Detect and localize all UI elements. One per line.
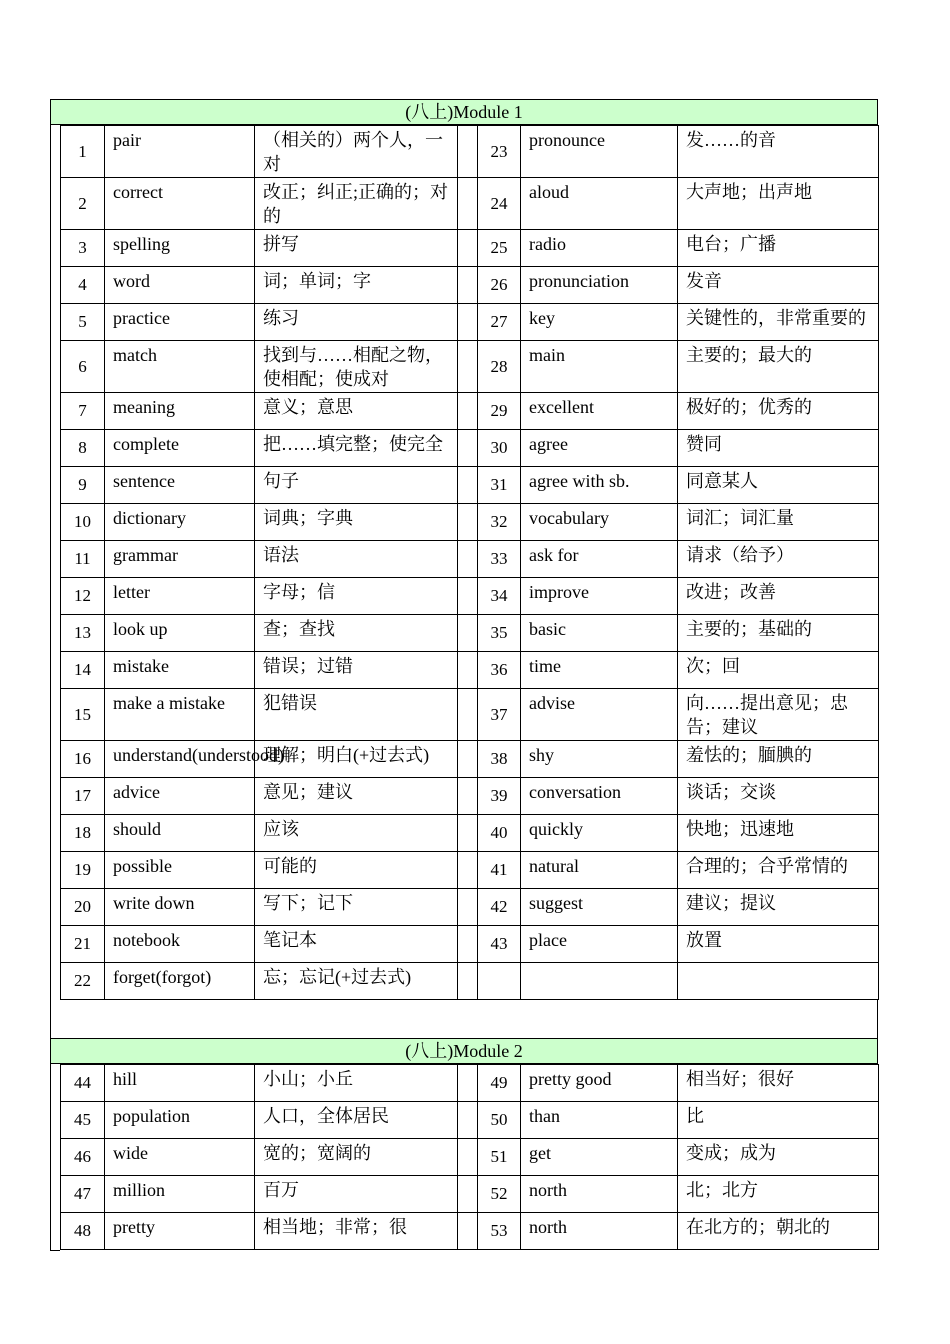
entry-word: time: [521, 652, 678, 689]
entry-number: 28: [478, 341, 521, 393]
entry-number: 15: [61, 689, 105, 741]
entry-number: 3: [61, 230, 105, 267]
entry-meaning: 赞同: [678, 430, 879, 467]
entry-number: 32: [478, 504, 521, 541]
spacer-cell: [458, 430, 478, 467]
spacer-cell: [458, 741, 478, 778]
entry-number: 29: [478, 393, 521, 430]
entry-number: 53: [478, 1213, 521, 1250]
table-row: [61, 430, 879, 467]
table-row: [61, 689, 879, 741]
spacer-cell: [458, 615, 478, 652]
entry-word: letter: [105, 578, 255, 615]
table-row: [61, 815, 879, 852]
entry-number: 20: [61, 889, 105, 926]
entry-number: 8: [61, 430, 105, 467]
entry-word: million: [105, 1176, 255, 1213]
entry-number: 25: [478, 230, 521, 267]
entry-number: 2: [61, 178, 105, 230]
entry-meaning: 快地；迅速地: [678, 815, 879, 852]
entry-word: word: [105, 267, 255, 304]
entry-meaning: 次；回: [678, 652, 879, 689]
table-row: [61, 963, 879, 1000]
entry-number: 48: [61, 1213, 105, 1250]
entry-meaning: 查；查找: [255, 615, 458, 652]
entry-word: pronunciation: [521, 267, 678, 304]
entry-meaning: 忘；忘记(+过去式): [255, 963, 458, 1000]
spacer-cell: [458, 504, 478, 541]
table-row: [61, 1139, 879, 1176]
entry-word: grammar: [105, 541, 255, 578]
entry-number: 46: [61, 1139, 105, 1176]
entry-meaning: 词汇；词汇量: [678, 504, 879, 541]
entry-word: north: [521, 1213, 678, 1250]
entry-word: look up: [105, 615, 255, 652]
entry-meaning: 电台；广播: [678, 230, 879, 267]
entry-number: 23: [478, 126, 521, 178]
entry-meaning: 改进；改善: [678, 578, 879, 615]
entry-meaning: 建议；提议: [678, 889, 879, 926]
entry-word: should: [105, 815, 255, 852]
entry-number: 13: [61, 615, 105, 652]
entry-number: 21: [61, 926, 105, 963]
table-row: [61, 230, 879, 267]
entry-number: 30: [478, 430, 521, 467]
table-row: [61, 889, 879, 926]
entry-number: 5: [61, 304, 105, 341]
table-row: [61, 393, 879, 430]
entry-word: than: [521, 1102, 678, 1139]
entry-number: 22: [61, 963, 105, 1000]
table-row: [61, 652, 879, 689]
entry-number: 6: [61, 341, 105, 393]
table-row: [61, 1213, 879, 1250]
spacer-cell: [458, 926, 478, 963]
entry-meaning: 应该: [255, 815, 458, 852]
entry-word: quickly: [521, 815, 678, 852]
spacer-cell: [458, 889, 478, 926]
table-row: [61, 267, 879, 304]
entry-word: pretty: [105, 1213, 255, 1250]
entry-number: 9: [61, 467, 105, 504]
entry-meaning: 人口，全体居民: [255, 1102, 458, 1139]
entry-number: 24: [478, 178, 521, 230]
spacer-cell: [458, 778, 478, 815]
entry-number: 14: [61, 652, 105, 689]
entry-word: [521, 963, 678, 1000]
entry-meaning: 羞怯的；腼腆的: [678, 741, 879, 778]
entry-word: pronounce: [521, 126, 678, 178]
table-row: [61, 741, 879, 778]
entry-word: make a mistake: [105, 689, 255, 741]
spacer-cell: [458, 852, 478, 889]
entry-meaning: 意见；建议: [255, 778, 458, 815]
entry-meaning: 意义；意思: [255, 393, 458, 430]
entry-number: 7: [61, 393, 105, 430]
entry-word: pretty good: [521, 1065, 678, 1102]
entry-word: hill: [105, 1065, 255, 1102]
table-row: [61, 1176, 879, 1213]
entry-meaning: 大声地；出声地: [678, 178, 879, 230]
table-row: [61, 852, 879, 889]
entry-number: 1: [61, 126, 105, 178]
entry-word: match: [105, 341, 255, 393]
table-row: [61, 926, 879, 963]
entry-word: dictionary: [105, 504, 255, 541]
spacer-cell: [458, 230, 478, 267]
spacer-cell: [458, 178, 478, 230]
table-row: [61, 126, 879, 178]
vocabulary-table: [60, 1064, 879, 1250]
entry-number: 51: [478, 1139, 521, 1176]
table-row: [61, 1102, 879, 1139]
entry-number: 27: [478, 304, 521, 341]
entry-word: suggest: [521, 889, 678, 926]
entry-meaning: 把……填完整；使完全: [255, 430, 458, 467]
entry-word: shy: [521, 741, 678, 778]
module-header: (八上)Module 1: [50, 99, 878, 125]
entry-meaning: 拼写: [255, 230, 458, 267]
entry-number: 37: [478, 689, 521, 741]
entry-number: 19: [61, 852, 105, 889]
entry-word: get: [521, 1139, 678, 1176]
entry-number: 52: [478, 1176, 521, 1213]
entry-meaning: 极好的；优秀的: [678, 393, 879, 430]
entry-word: vocabulary: [521, 504, 678, 541]
entry-number: 45: [61, 1102, 105, 1139]
entry-word: notebook: [105, 926, 255, 963]
entry-word: main: [521, 341, 678, 393]
spacer-cell: [458, 267, 478, 304]
entry-number: 44: [61, 1065, 105, 1102]
entry-word: correct: [105, 178, 255, 230]
entry-word: practice: [105, 304, 255, 341]
entry-meaning: 比: [678, 1102, 879, 1139]
entry-word: population: [105, 1102, 255, 1139]
entry-meaning: 请求（给予）: [678, 541, 879, 578]
entry-word: forget(forgot): [105, 963, 255, 1000]
module-header: (八上)Module 2: [50, 1038, 878, 1064]
spacer-cell: [458, 304, 478, 341]
entry-number: 41: [478, 852, 521, 889]
entry-meaning: 变成；成为: [678, 1139, 879, 1176]
entry-meaning: 词典；字典: [255, 504, 458, 541]
entry-word: advise: [521, 689, 678, 741]
entry-meaning: 相当好；很好: [678, 1065, 879, 1102]
table-row: [61, 304, 879, 341]
entry-word: write down: [105, 889, 255, 926]
entry-number: 50: [478, 1102, 521, 1139]
entry-meaning: 练习: [255, 304, 458, 341]
entry-meaning: 关键性的，非常重要的: [678, 304, 879, 341]
entry-number: 17: [61, 778, 105, 815]
left-border-line: [50, 125, 61, 1251]
entry-meaning: 宽的；宽阔的: [255, 1139, 458, 1176]
entry-number: 43: [478, 926, 521, 963]
entry-number: 38: [478, 741, 521, 778]
spacer-cell: [458, 467, 478, 504]
entry-meaning: 写下；记下: [255, 889, 458, 926]
entry-number: 34: [478, 578, 521, 615]
entry-word: spelling: [105, 230, 255, 267]
entry-number: 40: [478, 815, 521, 852]
entry-word: basic: [521, 615, 678, 652]
entry-number: 36: [478, 652, 521, 689]
entry-word: key: [521, 304, 678, 341]
spacer-cell: [458, 815, 478, 852]
entry-number: 42: [478, 889, 521, 926]
table-row: [61, 467, 879, 504]
table-row: [61, 541, 879, 578]
entry-meaning: 放置: [678, 926, 879, 963]
entry-word: place: [521, 926, 678, 963]
table-row: [61, 341, 879, 393]
entry-word: radio: [521, 230, 678, 267]
table-row: [61, 504, 879, 541]
entry-meaning: 合理的；合乎常情的: [678, 852, 879, 889]
entry-word: understand(understood): [105, 741, 255, 778]
entry-word: wide: [105, 1139, 255, 1176]
entry-meaning: 发音: [678, 267, 879, 304]
entry-word: agree: [521, 430, 678, 467]
entry-word: aloud: [521, 178, 678, 230]
spacer-cell: [458, 1213, 478, 1250]
entry-meaning: 词；单词；字: [255, 267, 458, 304]
spacer-cell: [458, 393, 478, 430]
entry-number: [478, 963, 521, 1000]
entry-meaning: 理解；明白(+过去式): [255, 741, 458, 778]
entry-meaning: 错误；过错: [255, 652, 458, 689]
entry-number: 49: [478, 1065, 521, 1102]
entry-meaning: 谈话；交谈: [678, 778, 879, 815]
entry-word: complete: [105, 430, 255, 467]
entry-word: advice: [105, 778, 255, 815]
entry-number: 33: [478, 541, 521, 578]
table-row: [61, 778, 879, 815]
entry-meaning: 百万: [255, 1176, 458, 1213]
spacer-cell: [458, 652, 478, 689]
border-tick: [50, 1250, 60, 1251]
entry-meaning: 犯错误: [255, 689, 458, 741]
entry-meaning: 北；北方: [678, 1176, 879, 1213]
entry-word: sentence: [105, 467, 255, 504]
entry-word: north: [521, 1176, 678, 1213]
entry-meaning: 在北方的；朝北的: [678, 1213, 879, 1250]
table-row: [61, 1065, 879, 1102]
entry-meaning: 字母；信: [255, 578, 458, 615]
entry-number: 16: [61, 741, 105, 778]
spacer-cell: [458, 126, 478, 178]
entry-meaning: 发……的音: [678, 126, 879, 178]
entry-meaning: 主要的；最大的: [678, 341, 879, 393]
entry-word: ask for: [521, 541, 678, 578]
entry-meaning: 找到与……相配之物，使相配；使成对: [255, 341, 458, 393]
entry-word: excellent: [521, 393, 678, 430]
spacer-cell: [458, 1065, 478, 1102]
spacer-cell: [458, 963, 478, 1000]
entry-number: 12: [61, 578, 105, 615]
entry-meaning: 向……提出意见；忠告；建议: [678, 689, 879, 741]
table-row: [61, 615, 879, 652]
entry-meaning: 语法: [255, 541, 458, 578]
spacer-cell: [458, 1102, 478, 1139]
entry-word: mistake: [105, 652, 255, 689]
spacer-cell: [458, 578, 478, 615]
entry-meaning: 主要的；基础的: [678, 615, 879, 652]
entry-number: 11: [61, 541, 105, 578]
entry-number: 31: [478, 467, 521, 504]
entry-word: agree with sb.: [521, 467, 678, 504]
entry-word: natural: [521, 852, 678, 889]
entry-word: improve: [521, 578, 678, 615]
table-row: [61, 578, 879, 615]
spacer-cell: [458, 1176, 478, 1213]
vocabulary-sheet: [50, 99, 878, 1250]
entry-meaning: 同意某人: [678, 467, 879, 504]
entry-meaning: 改正；纠正;正确的；对的: [255, 178, 458, 230]
entry-meaning: 相当地；非常；很: [255, 1213, 458, 1250]
entry-meaning: 笔记本: [255, 926, 458, 963]
entry-number: 26: [478, 267, 521, 304]
entry-word: conversation: [521, 778, 678, 815]
entry-number: 10: [61, 504, 105, 541]
entry-meaning: 句子: [255, 467, 458, 504]
entry-number: 4: [61, 267, 105, 304]
spacer-cell: [458, 689, 478, 741]
entry-number: 18: [61, 815, 105, 852]
entry-number: 39: [478, 778, 521, 815]
entry-meaning: [678, 963, 879, 1000]
section-gap: [50, 1000, 878, 1038]
entry-word: pair: [105, 126, 255, 178]
entry-meaning: 可能的: [255, 852, 458, 889]
spacer-cell: [458, 1139, 478, 1176]
entry-word: meaning: [105, 393, 255, 430]
entry-meaning: （相关的）两个人，一对: [255, 126, 458, 178]
entry-number: 47: [61, 1176, 105, 1213]
vocabulary-table: [60, 125, 879, 1000]
spacer-cell: [458, 541, 478, 578]
entry-number: 35: [478, 615, 521, 652]
entry-word: possible: [105, 852, 255, 889]
entry-meaning: 小山；小丘: [255, 1065, 458, 1102]
table-row: [61, 178, 879, 230]
spacer-cell: [458, 341, 478, 393]
